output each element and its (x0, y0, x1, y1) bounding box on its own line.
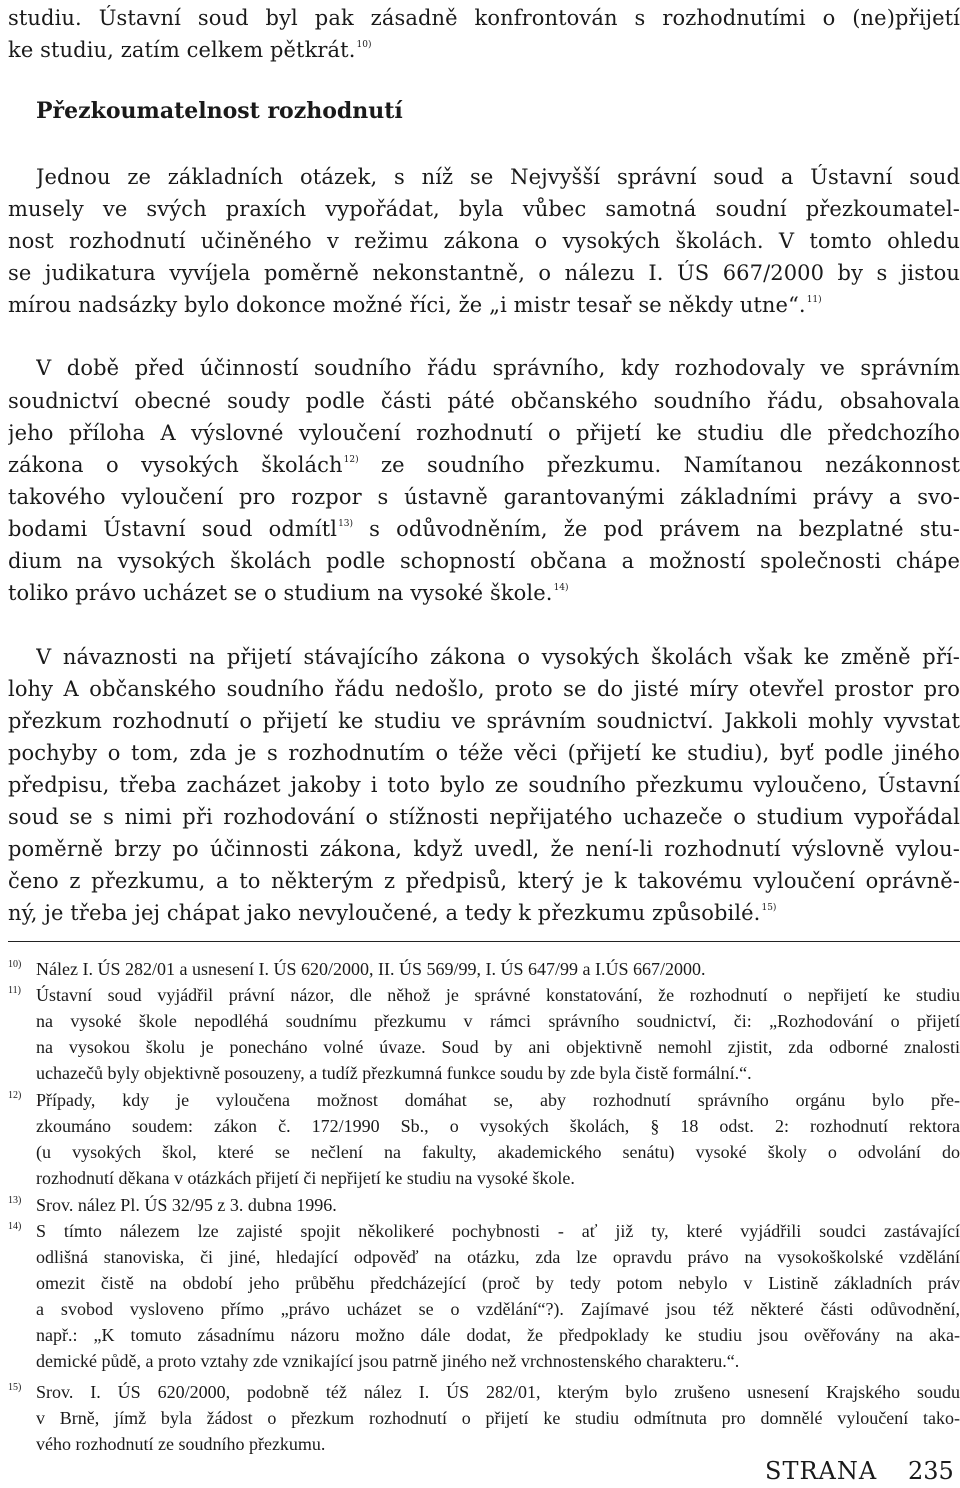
body-text-line: mírou nadsázky bylo dokonce možné říci, že „i mistr tesař se někdy utne“.$^{11)}$ (8, 293, 822, 317)
footnote-separator (8, 941, 960, 942)
body-text-line: poměrně brzy po účinnosti zákona, když uvedl, že není-li rozhodnutí výslovně vylou- (8, 837, 960, 861)
body-text-line: V době před účinností soudního řádu správního, kdy rozhodovaly ve správním (36, 356, 960, 380)
body-text-line: dium na vysokých školách podle schopností občana a možností společnosti chápe (8, 549, 960, 573)
body-text-line: přezkum rozhodnutí o přijetí ke studiu ve správním soudnictví. Jakkoli mohly vyvstat (8, 709, 960, 733)
body-text-line: pochyby o tom, zda je s rozhodnutím o téže věci (přijetí ke studiu), byť podle jiného (8, 741, 960, 765)
footnote-text-line: zkoumáno soudem: zákon č. 172/1990 Sb., o vysokých školách, § 18 odst. 2: rozhodnutí rektora (36, 1116, 960, 1136)
body-text-line: zákona o vysokých školách$^{12)}$ ze soudního přezkumu. Namítanou nezákonnost (8, 453, 960, 477)
footnote-number: 10) (8, 959, 22, 970)
body-text-line: Jednou ze základních otázek, s níž se Nejvyšší správní soud a Ústavní soud (36, 165, 960, 189)
footnote-number: 11) (8, 985, 21, 996)
body-text-line: nost rozhodnutí učiněného v režimu zákona o vysokých školách. V tomto ohledu (8, 229, 960, 253)
footnote-text-line: na vysokou školu je ponecháno volné úvaze. Soud by ani objektivně nemohl zjistit, zda odborné znalosti (36, 1037, 960, 1057)
section-heading: Přezkoumatelnost rozhodnutí (36, 98, 403, 124)
body-text-line: soudnictví obecné soudy podle části páté občanského soudního řádu, obsahovala (8, 389, 960, 413)
footnote-text-line: Případy, kdy je vyloučena možnost domáhat se, aby rozhodnutí správního orgánu bylo pře- (36, 1090, 960, 1110)
footnote-number: 14) (8, 1221, 22, 1232)
footnote-text-line: demické půdě, a proto vztahy zde vznikající jsou patrně jiného než vrchnostenského charakteru.“. (36, 1351, 740, 1371)
body-text-line: lohy A občanského soudního řádu nedošlo, proto se do jisté míry otevřel prostor pro (8, 677, 960, 701)
footnote-reference[interactable]: 15) (761, 903, 777, 913)
footnote-text-line: S tímto nálezem lze zajisté spojit několikeré pochybnosti - ať již ty, které vyjádřili soudci zastávající (36, 1221, 960, 1241)
footnote-text-line: Ústavní soud vyjádřil právní názor, dle něhož je správné konstatování, že rozhodnutí o nepřijetí ke studiu (36, 985, 960, 1005)
body-text-line: studiu. Ústavní soud byl pak zásadně konfrontován s rozhodnutími o (ne)přijetí (8, 6, 960, 30)
footnote-text-line: vého rozhodnutí ze soudního přezkumu. (36, 1434, 326, 1454)
footnote-number: 15) (8, 1382, 22, 1393)
footnote-text-line: na vysoké škole nepodléhá soudnímu přezkumu v rámci správního soudnictví, či: „Rozhodování o přijetí (36, 1011, 960, 1031)
body-text-line: soud se s nimi při rozhodování o stížnosti nepřijatého uchazeče o studium vypořádal (8, 805, 960, 829)
footnote-text-line: omezit čistě na období jeho průběhu předcházející (proč by tedy potom nebylo v Listině základních práv (36, 1273, 960, 1293)
page-footer-label: STRANA (765, 1457, 878, 1485)
footnote-number: 12) (8, 1090, 22, 1101)
footnote-reference[interactable]: 10) (356, 40, 372, 50)
body-text-line: takového vyloučení pro rozpor s ústavně garantovanými základními právy a svo- (8, 485, 960, 509)
footnote-text-line: v Brně, jímž byla žádost o přezkum rozhodnutí o přijetí ke studiu odmítnuta pro domnělé vyloučení tako- (36, 1408, 960, 1428)
footnote-reference[interactable]: 11) (806, 295, 822, 305)
body-text-line: ný, je třeba jej chápat jako nevyloučené, a tedy k přezkumu způsobilé.$^{15)}$ (8, 901, 777, 925)
footnote-reference[interactable]: 12) (343, 455, 359, 465)
body-text-line: předpisu, třeba zacházet jakoby i toto bylo ze soudního přezkumu vyloučeno, Ústavní (8, 773, 960, 797)
body-text-line: V návaznosti na přijetí stávajícího zákona o vysokých školách však ke změně pří- (36, 645, 960, 669)
footnote-text-line: Nález I. ÚS 282/01 a usnesení I. ÚS 620/2000, II. ÚS 569/99, I. ÚS 647/99 a I.ÚS 667/2000. (36, 959, 706, 979)
footnote-text-line: rozhodnutí děkana v otázkách přijetí či nepřijetí ke studiu na vysoké škole. (36, 1168, 575, 1188)
footnote-reference[interactable]: 13) (338, 519, 354, 529)
footnote-number: 13) (8, 1195, 22, 1206)
body-text-line: čeno z přezkumu, a to některým z předpisů, který je k takovému vyloučení oprávně- (8, 869, 960, 893)
body-text-line: jeho příloha A výslovné vyloučení rozhodnutí o přijetí ke studiu dle předchozího (8, 421, 960, 445)
footnote-text-line: odlišná stanoviska, či jiné, hledající odpověď na otázku, zda lze opravdu právo na vysokoškolské vzdělání (36, 1247, 960, 1267)
page-number: 235 (908, 1457, 954, 1485)
footnote-text-line: Srov. nález Pl. ÚS 32/95 z 3. dubna 1996. (36, 1195, 337, 1215)
footnote-text-line: a svobod vysloveno přímo „právo ucházet se o vzdělání“?). Zajímavé jsou též některé části odůvodnění, (36, 1299, 960, 1319)
body-text-line: se judikatura vyvíjela poměrně nekonstantně, o nálezu I. ÚS 667/2000 by s jistou (8, 261, 960, 285)
body-text-line: musely ve svých praxích vypořádat, byla vůbec samotná soudní přezkoumatel- (8, 197, 960, 221)
footnote-reference[interactable]: 14) (553, 583, 569, 593)
footnote-text-line: (u vysokých škol, které se nečlení na fakulty, akademického senátu) vysoké školy o odvolání do (36, 1142, 960, 1162)
body-text-line: toliko právo ucházet se o studium na vysoké škole.$^{14)}$ (8, 581, 569, 605)
body-text-line: ke studiu, zatím celkem pětkrát.$^{10)}$ (8, 38, 372, 62)
footnote-text-line: např.: „K tomuto zásadnímu názoru možno dále dodat, že předpoklady ke studiu jsou ověřovány na aka- (36, 1325, 960, 1345)
body-text-line: bodami Ústavní soud odmítl$^{13)}$ s odůvodněním, že pod právem na bezplatné stu- (8, 517, 960, 541)
footnote-text-line: uchazečů byly objektivně posouzeny, a tudíž přezkumná funkce soudu by zde byla čistě formální.“. (36, 1063, 752, 1083)
footnote-text-line: Srov. I. ÚS 620/2000, podobně též nález I. ÚS 282/01, kterým bylo zrušeno usnesení Krajského soudu (36, 1382, 960, 1402)
